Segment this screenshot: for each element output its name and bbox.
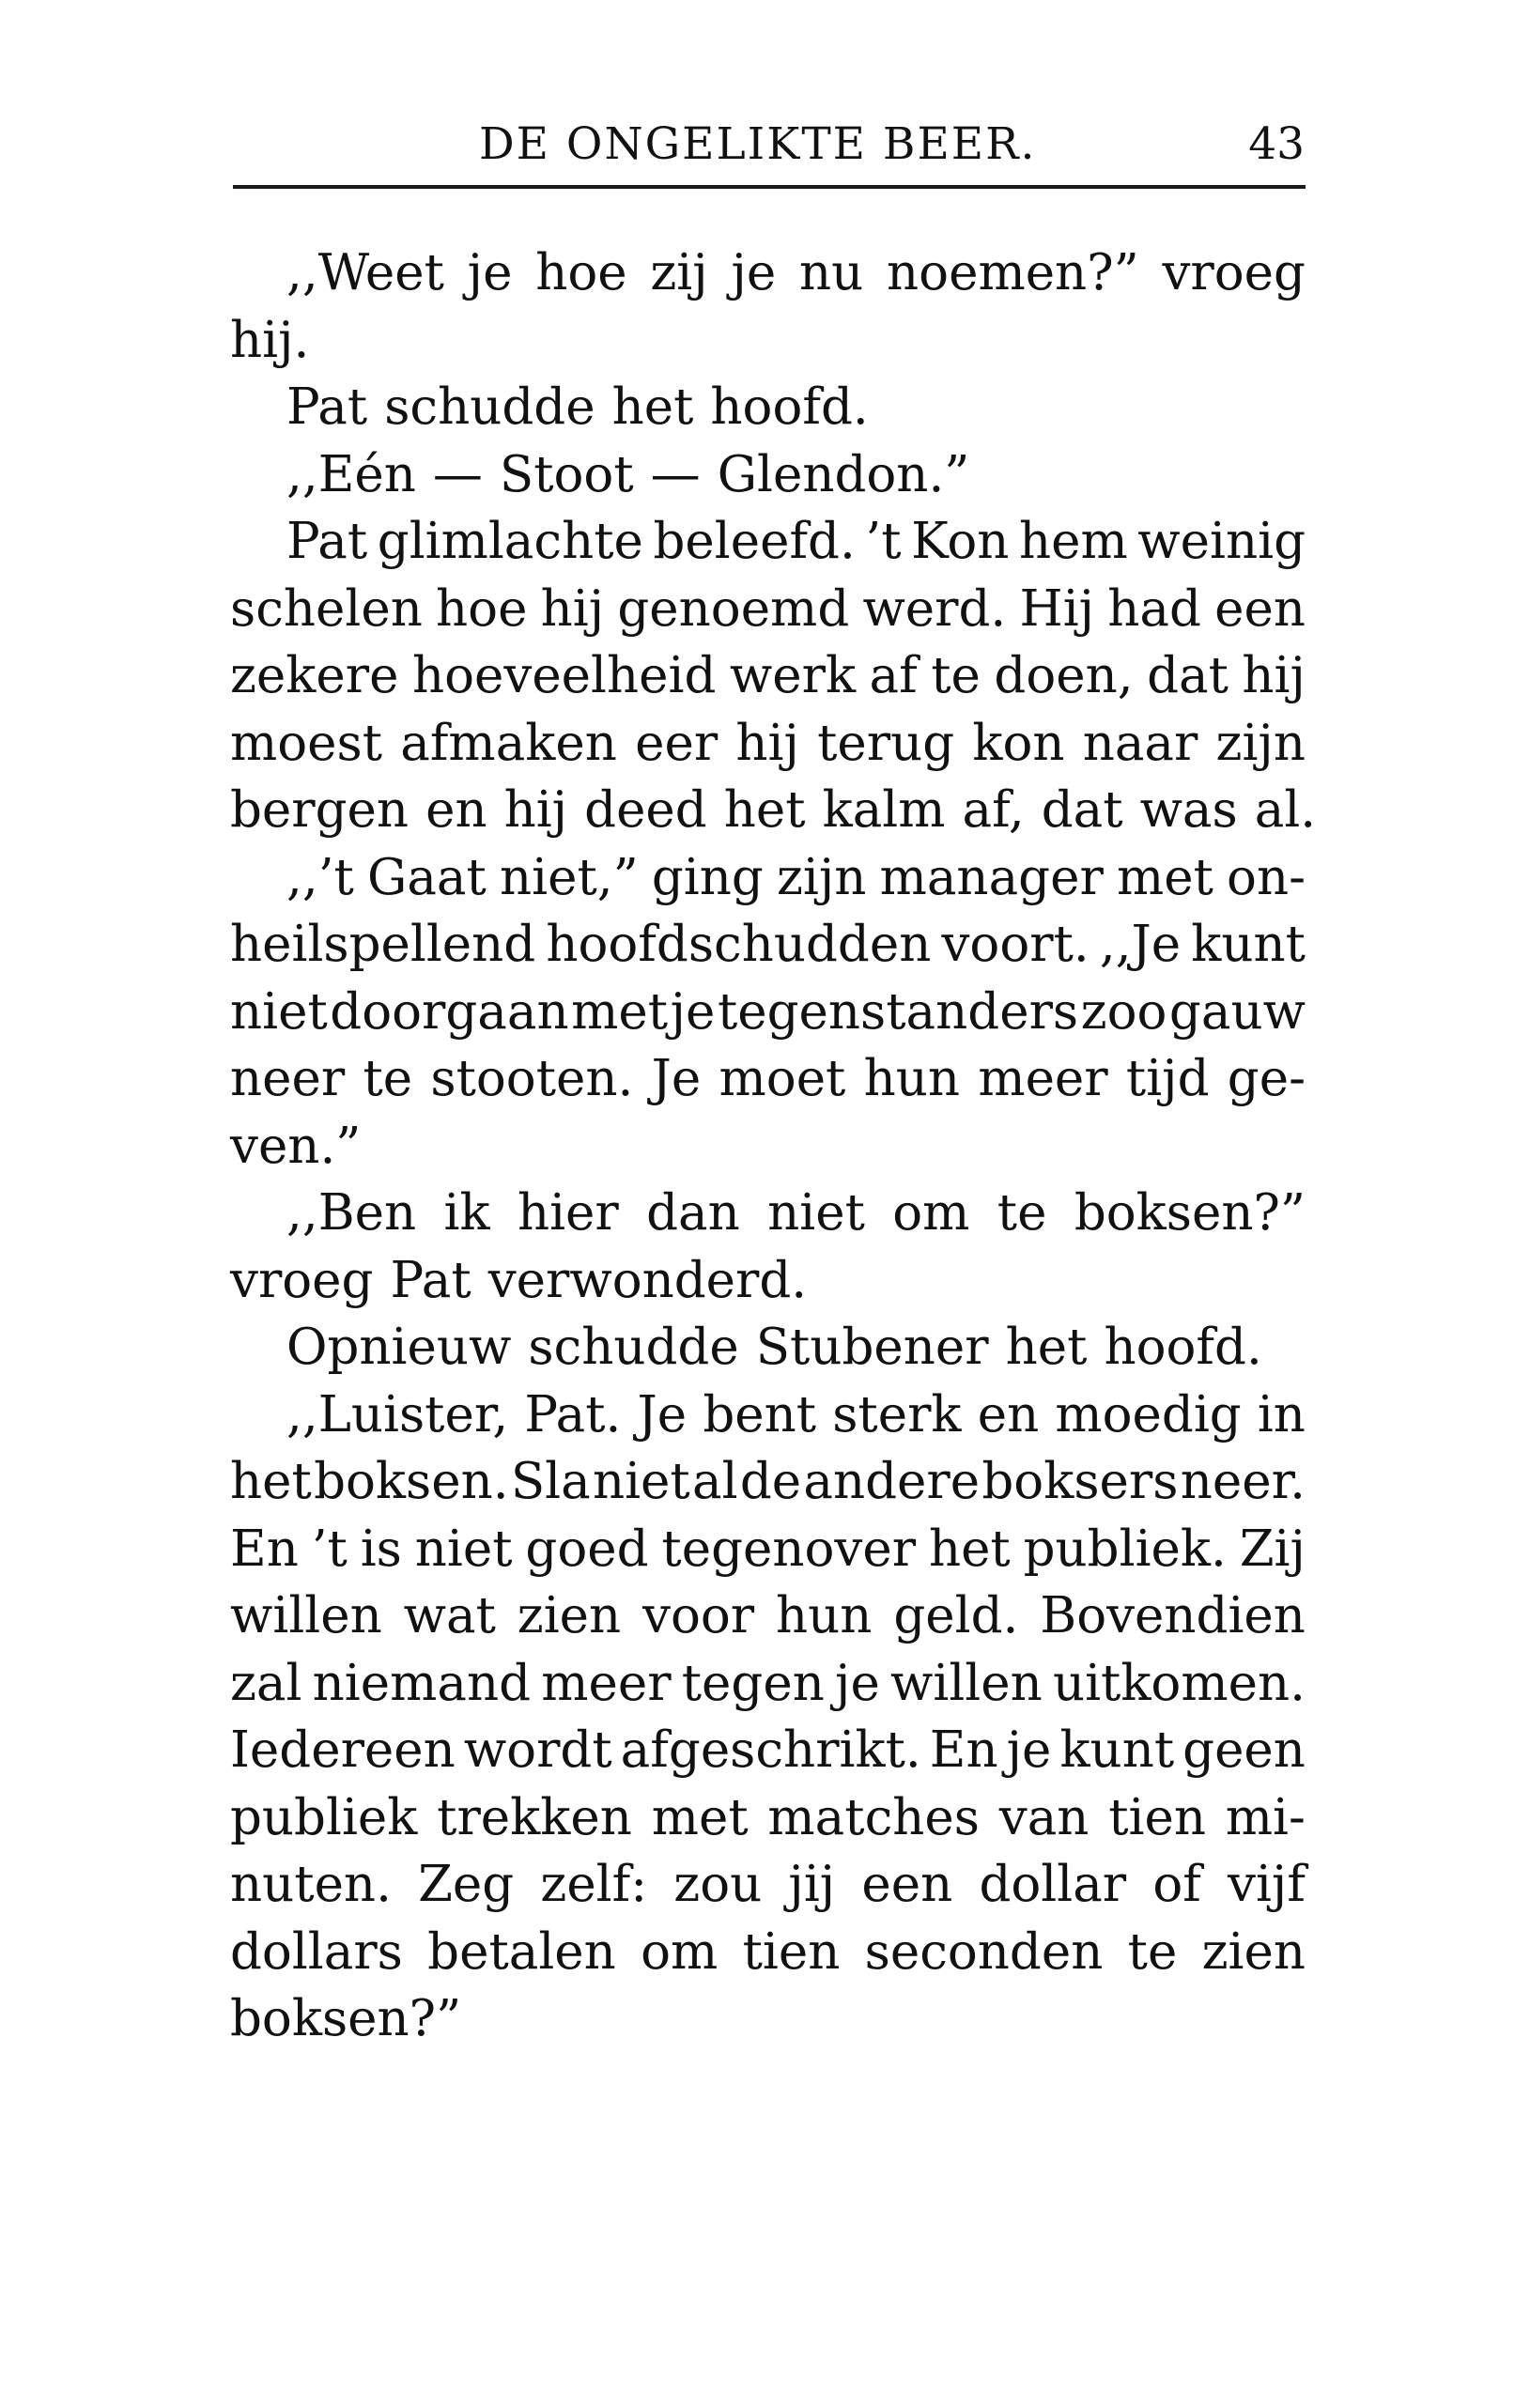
text-line: zekere hoeveelheid werk af te doen, dat hij <box>230 647 1306 704</box>
text-line: heilspellend hoofdschudden voort. ,,Je kunt <box>230 916 1306 973</box>
text-line: zal niemand meer tegen je willen uitkomen. <box>230 1654 1306 1712</box>
body-text <box>230 239 1317 2053</box>
text-line: ,,Ben ik hier dan niet om te boksen?” <box>286 1184 1306 1242</box>
page-header <box>230 115 1310 180</box>
text-line: Pat schudde het hoofd. <box>286 378 869 436</box>
text-line: niet doorgaan met je tegenstanders zoo gauw <box>230 982 1306 1041</box>
text-line: Iedereen wordt afgeschrikt. En je kunt geen <box>230 1721 1306 1779</box>
text-line: Opnieuw schudde Stubener het hoofd. <box>286 1319 1262 1376</box>
text-line: publiek trekken met matches van tien mi- <box>230 1788 1306 1846</box>
text-line: willen wat zien voor hun geld. Bovendien <box>230 1587 1306 1644</box>
text-line: moest afmaken eer hij terug kon naar zijn <box>230 714 1306 772</box>
text-line: ,,Weet je hoe zij je nu noemen?” vroeg <box>286 244 1306 301</box>
text-line: nuten. Zeg zelf: zou jij een dollar of vijf <box>230 1856 1306 1913</box>
text-line: schelen hoe hij genoemd werd. Hij had een <box>230 579 1306 638</box>
text-line: hij. <box>230 311 310 369</box>
text-line: neer te stooten. Je moet hun meer tijd ge- <box>230 1050 1306 1107</box>
text-line: bergen en hij deed het kalm af, dat was al. <box>230 781 1317 839</box>
running-title: DE ONGELIKTE BEER. <box>479 118 1037 170</box>
header-rule <box>233 185 1306 189</box>
text-line: vroeg Pat verwonderd. <box>230 1251 808 1309</box>
text-line: ven.” <box>230 1117 362 1175</box>
text-line: het boksen. Sla niet al de andere boksers neer. <box>230 1453 1306 1510</box>
text-line: ,,Eén — Stoot — Glendon.” <box>286 445 970 503</box>
text-line: En ’t is niet goed tegenover het publiek. Zij <box>230 1520 1306 1578</box>
text-line: dollars betalen om tien seconden te zien <box>230 1922 1306 1981</box>
page-number: 43 <box>1248 118 1305 170</box>
text-line: ,,Luister, Pat. Je bent sterk en moedig in <box>286 1385 1306 1443</box>
text-line: boksen?” <box>230 1990 462 2047</box>
text-line: Pat glimlachte beleefd. ’t Kon hem weinig <box>286 513 1306 570</box>
text-line: ,,’t Gaat niet,” ging zijn manager met on- <box>286 848 1306 906</box>
